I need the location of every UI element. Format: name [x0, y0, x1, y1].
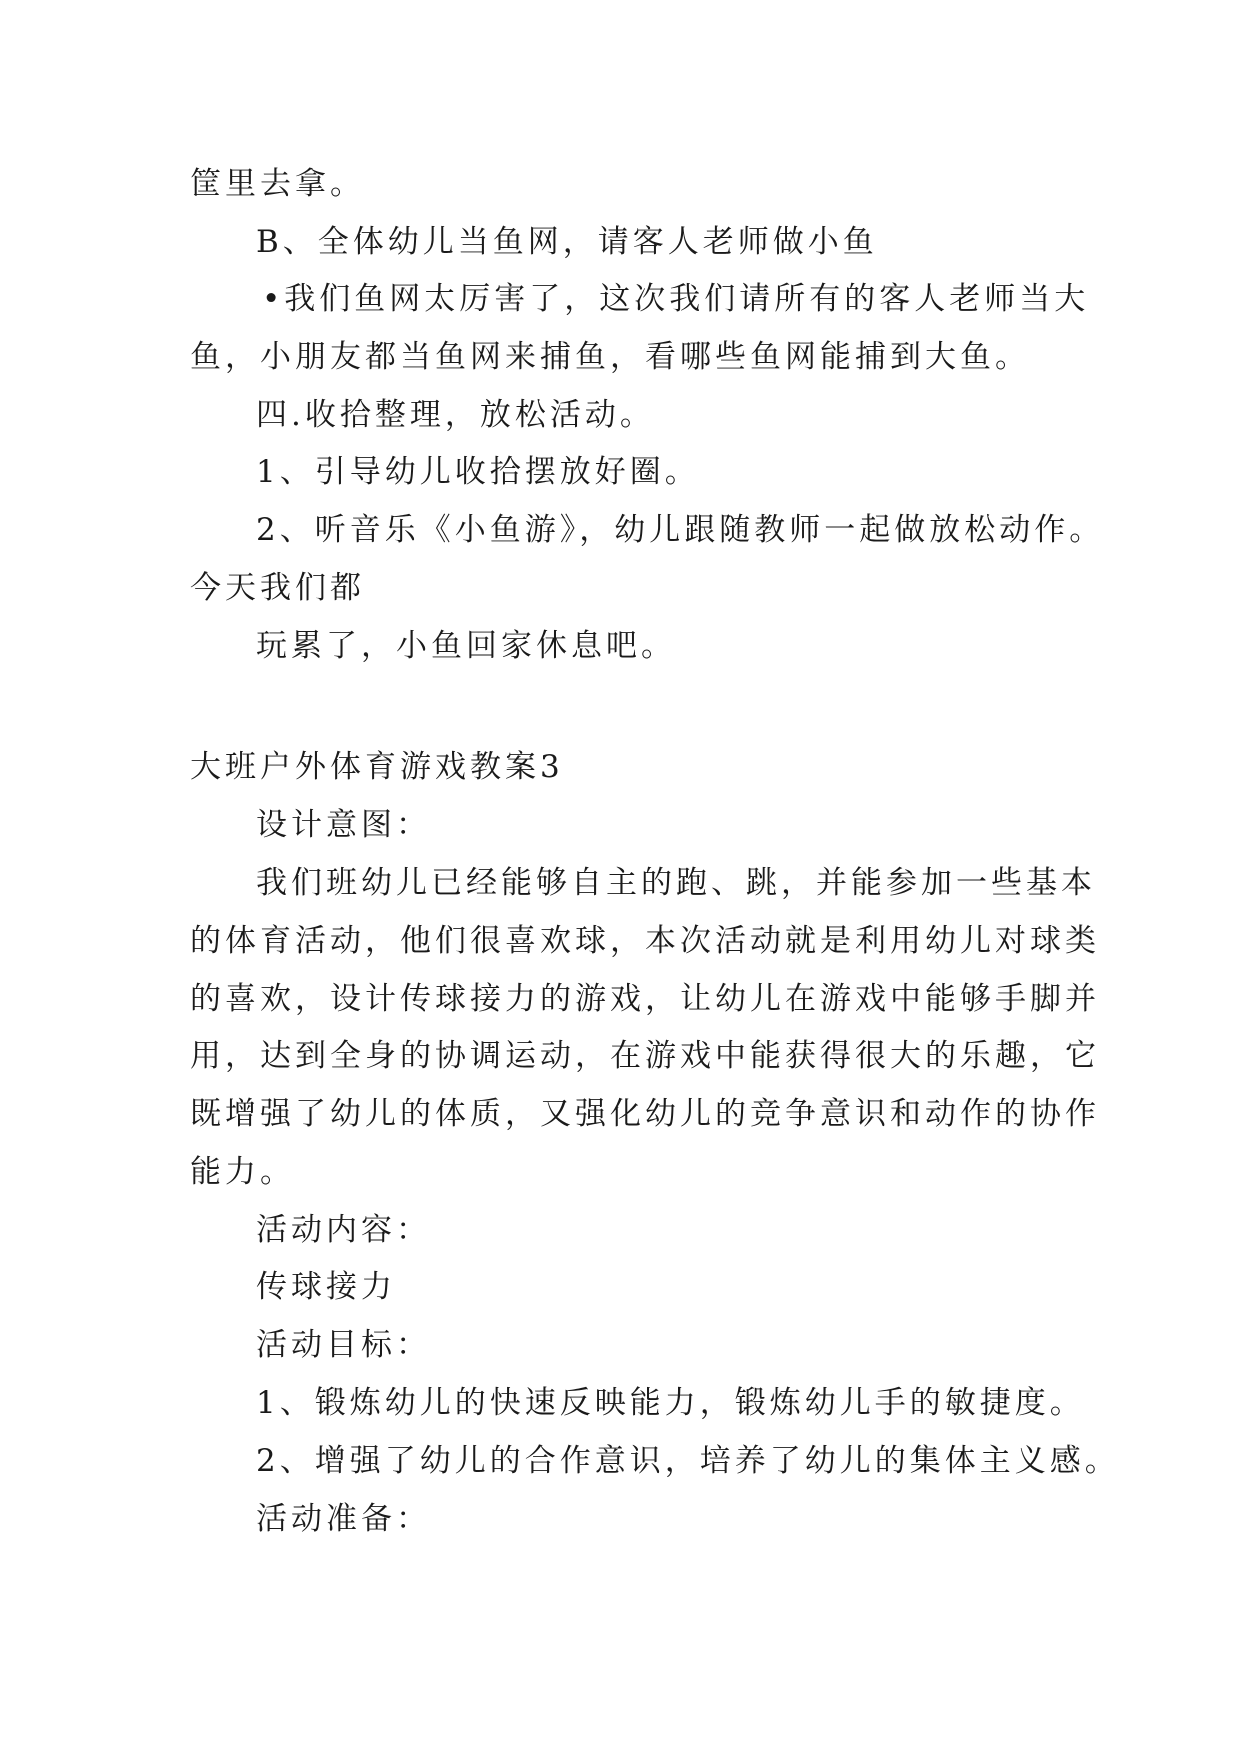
text-line: 今天我们都 [190, 570, 365, 606]
text-line: 2、增强了幼儿的合作意识，培养了幼儿的集体主义感。 [256, 1443, 1120, 1479]
text-line: 传球接力 [256, 1269, 396, 1305]
text-line: B、全体幼儿当鱼网，请客人老师做小鱼 [256, 224, 878, 260]
text-line: 1、锻炼幼儿的快速反映能力，锻炼幼儿手的敏捷度。 [256, 1385, 1085, 1421]
text-line: 我们班幼儿已经能够自主的跑、跳，并能参加一些基本 [256, 865, 1096, 901]
text-line: 活动目标： [256, 1327, 431, 1363]
text-line: 用，达到全身的协调运动，在游戏中能获得很大的乐趣，它 [190, 1038, 1100, 1074]
text-line: 能力。 [190, 1154, 295, 1190]
text-line: •我们鱼网太厉害了，这次我们请所有的客人老师当大 [262, 281, 1090, 317]
text-line: 的体育活动，他们很喜欢球，本次活动就是利用幼儿对球类 [190, 923, 1100, 959]
text-line: 设计意图： [256, 807, 431, 843]
text-line: 四.收拾整理，放松活动。 [256, 397, 655, 433]
text-line: 鱼，小朋友都当鱼网来捕鱼，看哪些鱼网能捕到大鱼。 [190, 339, 1030, 375]
text-line: 1、引导幼儿收拾摆放好圈。 [256, 454, 700, 490]
text-line: 筐里去拿。 [190, 166, 365, 202]
text-line: 活动内容： [256, 1212, 431, 1248]
section-title: 大班户外体育游戏教案3 [190, 749, 564, 785]
text-line: 活动准备： [256, 1501, 431, 1537]
text-line: 的喜欢，设计传球接力的游戏，让幼儿在游戏中能够手脚并 [190, 981, 1100, 1017]
text-line: 玩累了，小鱼回家休息吧。 [256, 628, 676, 664]
text-line: 既增强了幼儿的体质，又强化幼儿的竞争意识和动作的协作 [190, 1096, 1100, 1132]
text-line: 2、听音乐《小鱼游》，幼儿跟随教师一起做放松动作。 [256, 512, 1105, 548]
